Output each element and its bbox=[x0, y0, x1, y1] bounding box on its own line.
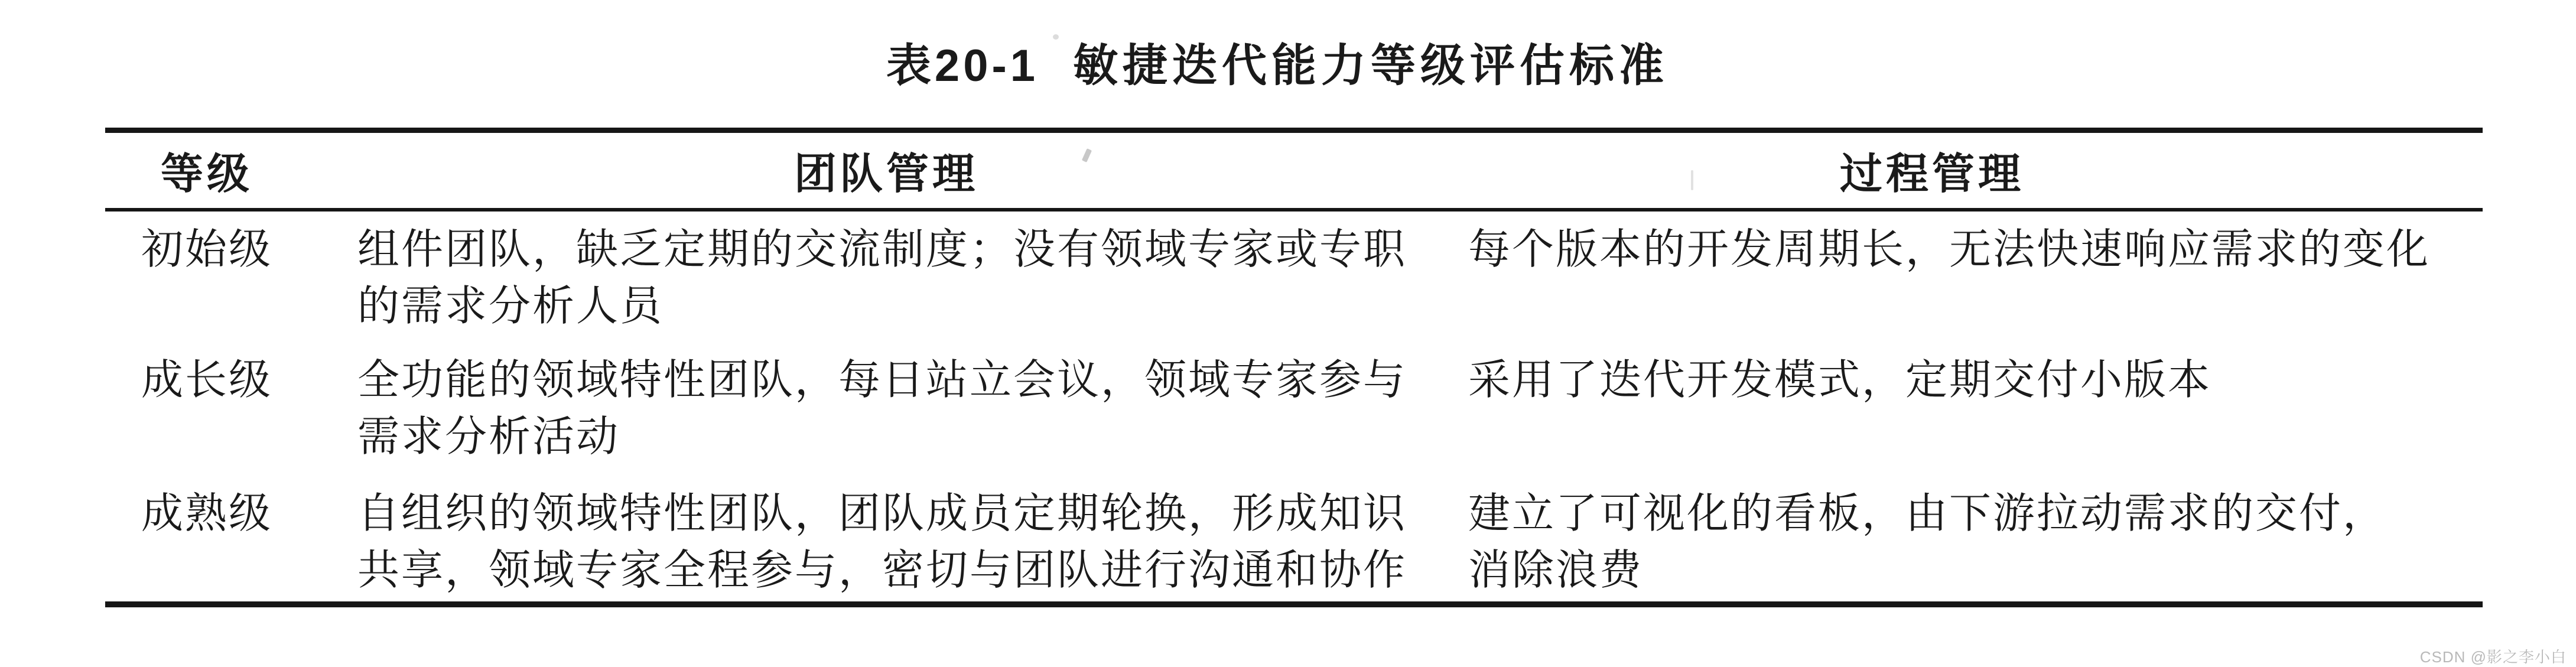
column-header-level: 等级 bbox=[160, 151, 253, 198]
table-row-1-team-cell: 组件团队，缺乏定期的交流制度；没有领域专家或专职 的需求分析人员 bbox=[357, 227, 1407, 330]
column-header-process: 过程管理 bbox=[1839, 151, 2024, 198]
table-row-3-team-cell: 自组织的领域特性团队，团队成员定期轮换，形成知识 共享，领域专家全程参与，密切与团队进行沟通和协作 bbox=[357, 491, 1407, 594]
column-header-team: 团队管理 bbox=[793, 151, 978, 198]
table-top-rule bbox=[105, 128, 2483, 133]
table-title-text: 敏捷迭代能力等级评估标准 bbox=[1073, 41, 1669, 91]
table-row-2-level-cell: 成长级 bbox=[141, 357, 272, 404]
scan-speck bbox=[1053, 34, 1059, 40]
table-row-1-process-cell: 每个版本的开发周期长，无法快速响应需求的变化 bbox=[1468, 227, 2431, 273]
table-row-1-level-cell: 初始级 bbox=[141, 227, 272, 273]
table-header-rule bbox=[105, 208, 2483, 212]
watermark: CSDN @影之李小白 bbox=[2419, 648, 2567, 666]
table-bottom-rule bbox=[105, 601, 2483, 607]
table-row-3-process-cell: 建立了可视化的看板，由下游拉动需求的交付， 消除浪费 bbox=[1468, 491, 2387, 594]
table-caption bbox=[0, 39, 2555, 93]
table-number: 表20-1 bbox=[886, 41, 1039, 91]
table-row-2-team-cell: 全功能的领域特性团队，每日站立会议，领域专家参与 需求分析活动 bbox=[357, 357, 1407, 460]
table-row-2-process-cell: 采用了迭代开发模式，定期交付小版本 bbox=[1468, 357, 2212, 404]
scan-speck bbox=[1691, 170, 1693, 190]
table-row-3-level-cell: 成熟级 bbox=[141, 491, 272, 537]
